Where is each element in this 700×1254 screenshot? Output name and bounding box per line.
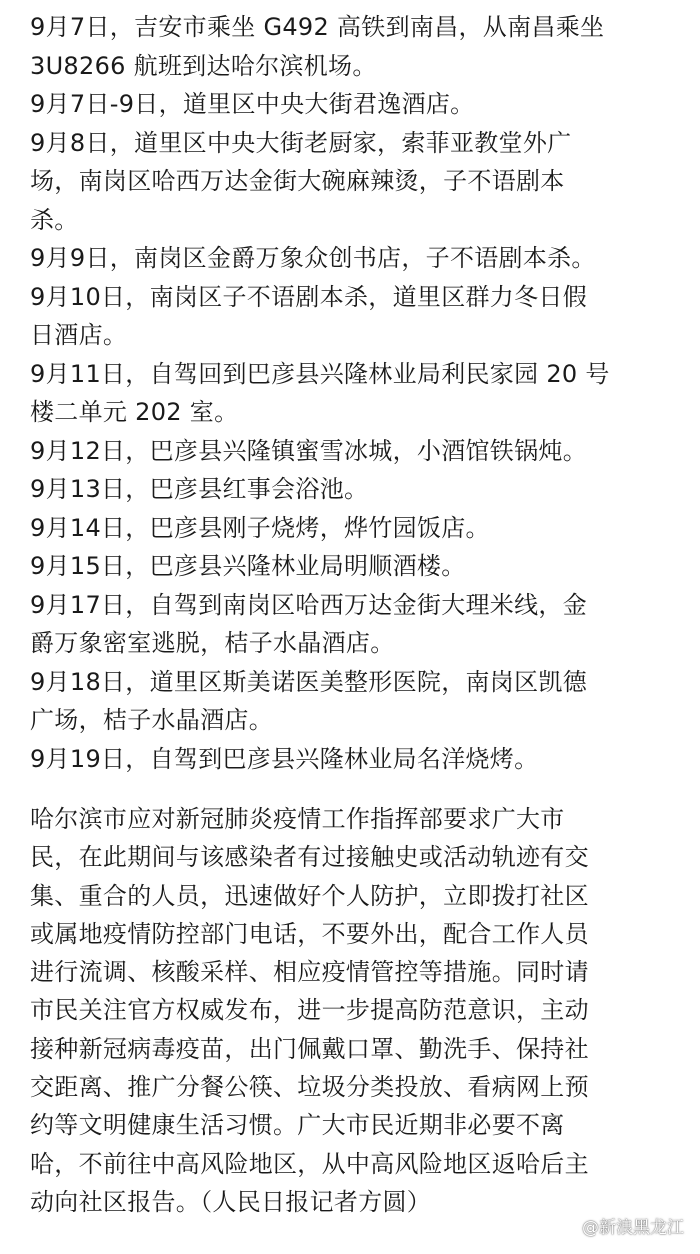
itinerary-entry xyxy=(30,547,675,586)
itinerary-line: 楼二单元 202 室。 xyxy=(30,398,239,426)
itinerary-line: 9月15日，巴彦县兴隆林业局明顺酒楼。 xyxy=(30,552,466,580)
itinerary-line: 9月8日，道里区中央大街老厨家，索菲亚教堂外广 xyxy=(30,128,572,157)
itinerary-line: 9月9日，南岗区金爵万象众创书店，子不语剧本杀。 xyxy=(30,244,596,272)
itinerary-line: 9月17日，自驾到南岗区哈西万达金街大理米线，金 xyxy=(30,590,588,619)
itinerary-line: 3U8266 航班到达哈尔滨机场。 xyxy=(30,51,377,80)
itinerary-line: 日酒店。 xyxy=(30,321,128,349)
article-body xyxy=(30,8,675,1221)
itinerary-line: 杀。 xyxy=(30,205,79,234)
itinerary-line: 9月7日，吉安市乘坐 G492 高铁到南昌，从南昌乘坐 xyxy=(30,13,605,41)
itinerary-entry xyxy=(30,509,675,548)
itinerary-line: 广场，桔子水晶酒店。 xyxy=(30,706,273,734)
weibo-watermark xyxy=(554,1213,684,1238)
itinerary-entry xyxy=(30,85,675,124)
notice-line: 交距离、推广分餐公筷、垃圾分类投放、看病网上预 xyxy=(30,1073,589,1102)
itinerary-entry xyxy=(30,124,675,240)
itinerary-line: 9月18日，道里区斯美诺医美整形医院，南岗区凯德 xyxy=(30,667,588,696)
notice-line: 集、重合的人员，迅速做好个人防护，立即拨打社区 xyxy=(30,881,589,910)
itinerary-entry xyxy=(30,239,675,278)
itinerary-line: 爵万象密室逃脱，桔子水晶酒店。 xyxy=(30,629,395,657)
notice-line: 进行流调、核酸采样、相应疫情管控等措施。同时请 xyxy=(30,958,589,987)
paragraph-gap xyxy=(30,778,675,800)
itinerary-entry xyxy=(30,432,675,471)
itinerary-line: 场，南岗区哈西万达金街大碗麻辣烫，子不语剧本 xyxy=(30,167,565,195)
notice-line: 接种新冠病毒疫苗，出门佩戴口罩、勤洗手、保持社 xyxy=(30,1034,589,1063)
notice-line: 哈，不前往中高风险地区，从中高风险地区返哈后主 xyxy=(30,1149,589,1178)
itinerary-entry xyxy=(30,278,675,355)
watermark-text: @新浪黑龙江 xyxy=(582,1218,684,1238)
itinerary-line: 9月14日，巴彦县刚子烧烤，烨竹园饭店。 xyxy=(30,513,490,542)
notice-paragraph xyxy=(30,800,675,1221)
itinerary-line: 9月10日，南岗区子不语剧本杀，道里区群力冬日假 xyxy=(30,282,588,311)
notice-line: 哈尔滨市应对新冠肺炎疫情工作指挥部要求广大市 xyxy=(30,805,565,833)
itinerary-entry xyxy=(30,740,675,779)
notice-line: 动向社区报告。（人民日报记者方圆） xyxy=(30,1187,432,1216)
itinerary-line: 9月13日，巴彦县红事会浴池。 xyxy=(30,475,369,503)
notice-line: 市民关注官方权威发布，进一步提高防范意识，主动 xyxy=(30,996,589,1025)
itinerary-line: 9月12日，巴彦县兴隆镇蜜雪冰城，小酒馆铁锅炖。 xyxy=(30,436,588,465)
notice-line: 或属地疫情防控部门电话，不要外出，配合工作人员 xyxy=(30,919,589,948)
itinerary-line: 9月7日-9日，道里区中央大街君逸酒店。 xyxy=(30,90,475,118)
itinerary-line: 9月11日，自驾回到巴彦县兴隆林业局利民家园 20 号 xyxy=(30,359,610,388)
itinerary-line: 9月19日，自驾到巴彦县兴隆林业局名洋烧烤。 xyxy=(30,744,539,773)
itinerary-entry xyxy=(30,8,675,85)
itinerary-entry xyxy=(30,470,675,509)
notice-line: 约等文明健康生活习惯。广大市民近期非必要不离 xyxy=(30,1111,565,1140)
itinerary-entry xyxy=(30,663,675,740)
itinerary-list xyxy=(30,8,675,778)
itinerary-entry xyxy=(30,586,675,663)
weibo-logo-icon xyxy=(554,1215,576,1237)
itinerary-entry xyxy=(30,355,675,432)
notice-line: 民，在此期间与该感染者有过接触史或活动轨迹有交 xyxy=(30,843,589,872)
